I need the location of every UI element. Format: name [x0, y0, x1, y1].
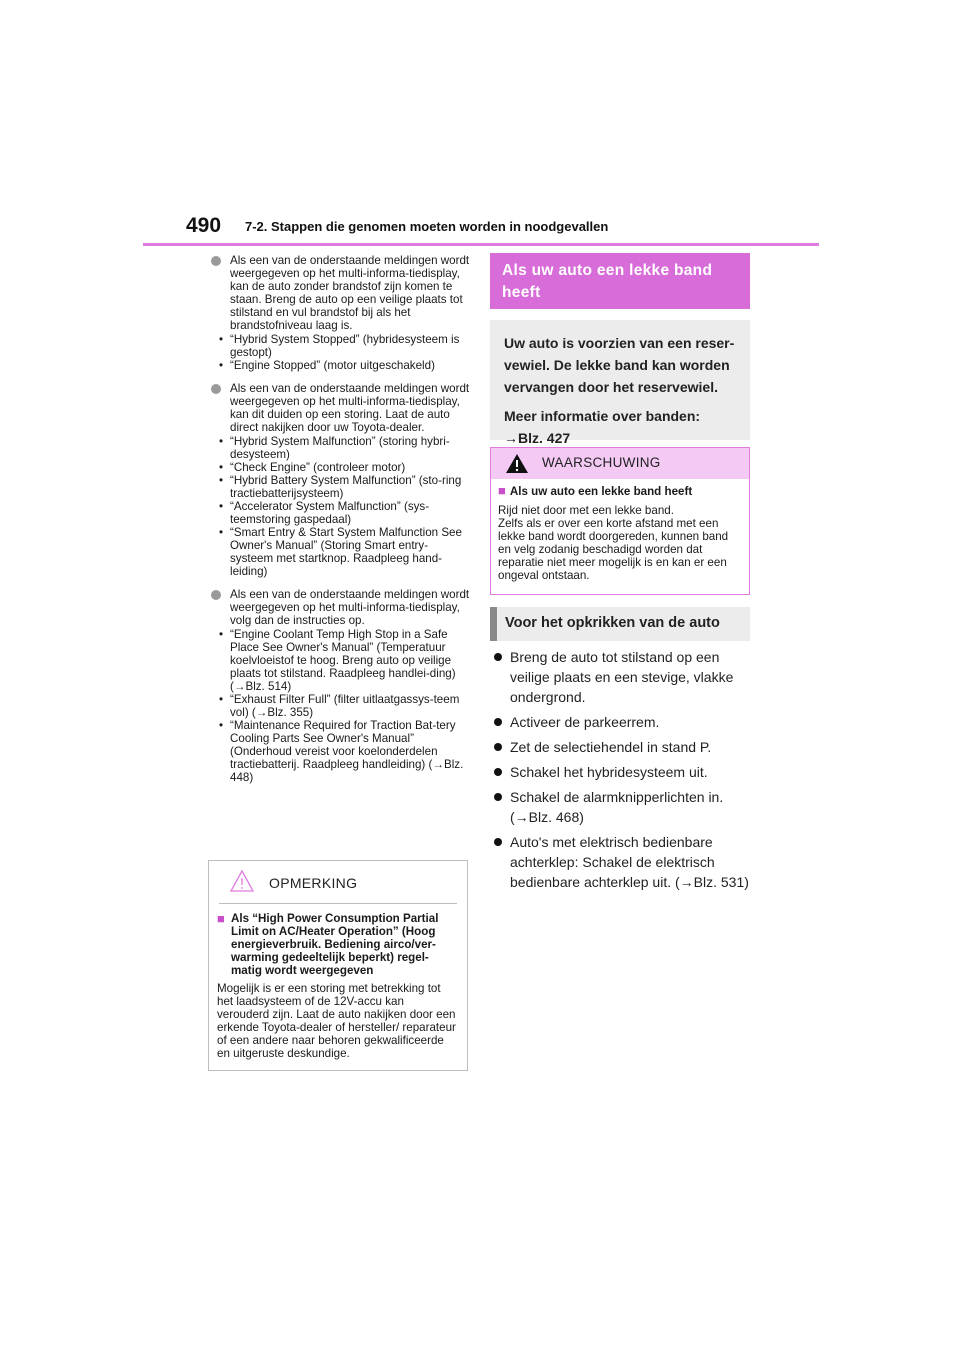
step-text: Schakel de alarmknipperlichten in. (→Blz. 468): [510, 789, 724, 825]
bullet-dot-icon: [211, 256, 221, 266]
paragraph-text: Als een van de onderstaande meldingen wordt weergegeven op het multi-informa-tiedisplay, kan de auto zonder brandstof zijn komen te staan. Breng de auto op een veilige plaats tot stilstand en vul brandstof bij als het brandstofniveau laag is.: [230, 254, 470, 332]
more-info-ref: →Blz. 427: [504, 430, 571, 446]
bullet-dot-icon: [211, 384, 221, 394]
step-item: [490, 832, 760, 892]
message-list: [219, 628, 470, 784]
step-item: [490, 712, 760, 732]
bullet-dot-icon: [494, 793, 502, 801]
warning-body: [491, 479, 749, 582]
paragraph-text: Als een van de onderstaande meldingen wordt weergegeven op het multi-informa-tiedisplay, volg dan de instructies op.: [230, 588, 470, 627]
list-item-text: “Exhaust Filter Full” (filter uitlaatgassys-teem vol) (→Blz. 355): [230, 693, 460, 719]
bullet-dot-icon: [211, 590, 221, 600]
bullet-dot-icon: [494, 718, 502, 726]
square-bullet-icon: ■: [217, 911, 225, 926]
warning-heading: [498, 484, 741, 498]
list-item-text: “Accelerator System Malfunction” (sys-teemstoring gaspedaal): [230, 500, 430, 526]
note-heading-text: Als “High Power Consumption Partial Limit on AC/Heater Operation” (Hoog energieverbruik. Bediening airco/ver-warming gedeeltelijk beperkt) regel-matig wordt weergegeven: [231, 912, 439, 977]
square-bullet-icon: ■: [498, 483, 506, 498]
jacking-steps: [490, 647, 760, 897]
list-item-text: “Engine Stopped” (motor uitgeschakeld): [230, 359, 435, 372]
list-item: • “Hybrid System Stopped” (hybridesysteem is gestopt): [219, 333, 460, 359]
section-title: 7-2. Stappen die genomen moeten worden in noodgevallen: [245, 219, 609, 234]
list-item: • “Maintenance Required for Traction Bat-tery Cooling Parts See Owner's Manual” (Onderhoud vereist voor koelonderdelen tractiebatterij. Raadpleeg handleiding) (→Blz. 448): [219, 719, 464, 784]
step-item: [490, 787, 760, 827]
warning-title: WAARSCHUWING: [542, 455, 661, 470]
step-text: Zet de selectiehendel in stand P.: [510, 739, 712, 755]
page-number: 490: [186, 214, 222, 237]
more-info-label: Meer informatie over banden:: [504, 408, 701, 424]
message-group-2: [208, 382, 470, 578]
bullet-dot-icon: [494, 768, 502, 776]
list-item-text: “Maintenance Required for Traction Bat-tery Cooling Parts See Owner's Manual” (Onderhoud vereist voor koelonderdelen tractiebatterij. Raadpleeg handleiding) (→Blz. 448): [230, 719, 464, 784]
caution-triangle-icon: [229, 869, 255, 898]
list-item: • “Exhaust Filter Full” (filter uitlaatgassys-teem vol) (→Blz. 355): [219, 693, 460, 719]
step-text: Auto's met elektrisch bedienbare achterklep: Schakel de elektrisch bedienbare achterklep uit. (→Blz. 531): [510, 834, 749, 890]
note-title: OPMERKING: [269, 875, 358, 891]
warning-box: [490, 447, 750, 595]
message-group-1: [208, 254, 470, 372]
warning-header: [491, 448, 749, 479]
note-heading: [217, 912, 459, 977]
list-item: • “Check Engine” (controleer motor): [219, 461, 406, 474]
left-column: [208, 254, 470, 784]
list-item-text: “Check Engine” (controleer motor): [230, 461, 406, 474]
message-list: [219, 333, 470, 372]
list-item-text: “Hybrid System Malfunction” (storing hybri-desysteem): [230, 435, 450, 461]
step-item: [490, 647, 760, 707]
intro-box: [490, 320, 750, 446]
bullet-dot-icon: [494, 653, 502, 661]
step-item: [490, 737, 760, 757]
bullet-dot-icon: [494, 743, 502, 751]
header-divider: [143, 243, 819, 246]
message-list: [219, 435, 470, 578]
list-item: • “Hybrid System Malfunction” (storing hybri-desysteem): [219, 435, 450, 461]
paragraph-text: Als een van de onderstaande meldingen wordt weergegeven op het multi-informa-tiedisplay, kan dit duiden op een storing. Laat de auto direct nakijken door uw Toyota-dealer.: [230, 382, 470, 434]
step-item: [490, 762, 760, 782]
note-header: [219, 861, 457, 904]
note-body: [209, 904, 467, 1060]
step-text: Schakel het hybridesysteem uit.: [510, 764, 708, 780]
warning-paragraph: Zelfs als er over een korte afstand met een lekke band wordt doorgereden, kunnen band en velg zodanig beschadigd worden dat reparatie niet meer mogelijk is en kan er een ongeval ontstaan.: [498, 517, 729, 582]
list-item: • “Smart Entry & Start System Malfunction See Owner's Manual” (Storing Smart entry-systeem met startknop. Raadpleeg hand-leiding): [219, 526, 462, 578]
list-item-text: “Hybrid System Stopped” (hybridesysteem is gestopt): [230, 333, 460, 359]
list-item: • “Engine Stopped” (motor uitgeschakeld): [219, 359, 435, 372]
jacking-banner: Voor het opkrikken van de auto: [490, 607, 750, 641]
intro-lead: Uw auto is voorzien van een reser-vewiel. De lekke band kan worden vervangen door het reservewiel.: [504, 335, 735, 395]
step-text: Breng de auto tot stilstand op een veilige plaats en een stevige, vlakke ondergrond.: [510, 649, 734, 705]
note-text: Mogelijk is er een storing met betrekking tot het laadsysteem of de 12V-accu kan verouderd zijn. Laat de auto nakijken door een erkende Toyota-dealer of hersteller/ reparateur of een andere naar behoren gekwalificeerde en uitgeruste deskundige.: [217, 982, 456, 1060]
warning-text: [498, 504, 741, 582]
list-item-text: “Engine Coolant Temp High Stop in a Safe Place See Owner's Manual” (Temperatuur koelvloeistof te hoog. Breng auto op veilige plaats tot stilstand. Raadpleeg handlei-ding) (→Blz. 514): [230, 628, 456, 693]
warning-heading-text: Als uw auto een lekke band heeft: [509, 485, 693, 498]
note-box: [208, 860, 468, 1071]
warning-line: Rijd niet door met een lekke band.: [498, 504, 674, 517]
message-group-3: [208, 588, 470, 784]
list-item-text: “Smart Entry & Start System Malfunction See Owner's Manual” (Storing Smart entry-systeem met startknop. Raadpleeg hand-leiding): [230, 526, 462, 578]
list-item-text: “Hybrid Battery System Malfunction” (sto-ring tractiebatterijsysteem): [230, 474, 462, 500]
list-item: • “Hybrid Battery System Malfunction” (sto-ring tractiebatterijsysteem): [219, 474, 462, 500]
bullet-dot-icon: [494, 838, 502, 846]
warning-triangle-icon: [505, 453, 529, 479]
flat-tire-banner: Als uw auto een lekke band heeft: [490, 253, 750, 309]
list-item: • “Engine Coolant Temp High Stop in a Safe Place See Owner's Manual” (Temperatuur koelvloeistof te hoog. Breng auto op veilige plaats tot stilstand. Raadpleeg handlei-ding) (→Blz. 514): [219, 628, 456, 693]
list-item: • “Accelerator System Malfunction” (sys-teemstoring gaspedaal): [219, 500, 430, 526]
step-text: Activeer de parkeerrem.: [510, 714, 660, 730]
